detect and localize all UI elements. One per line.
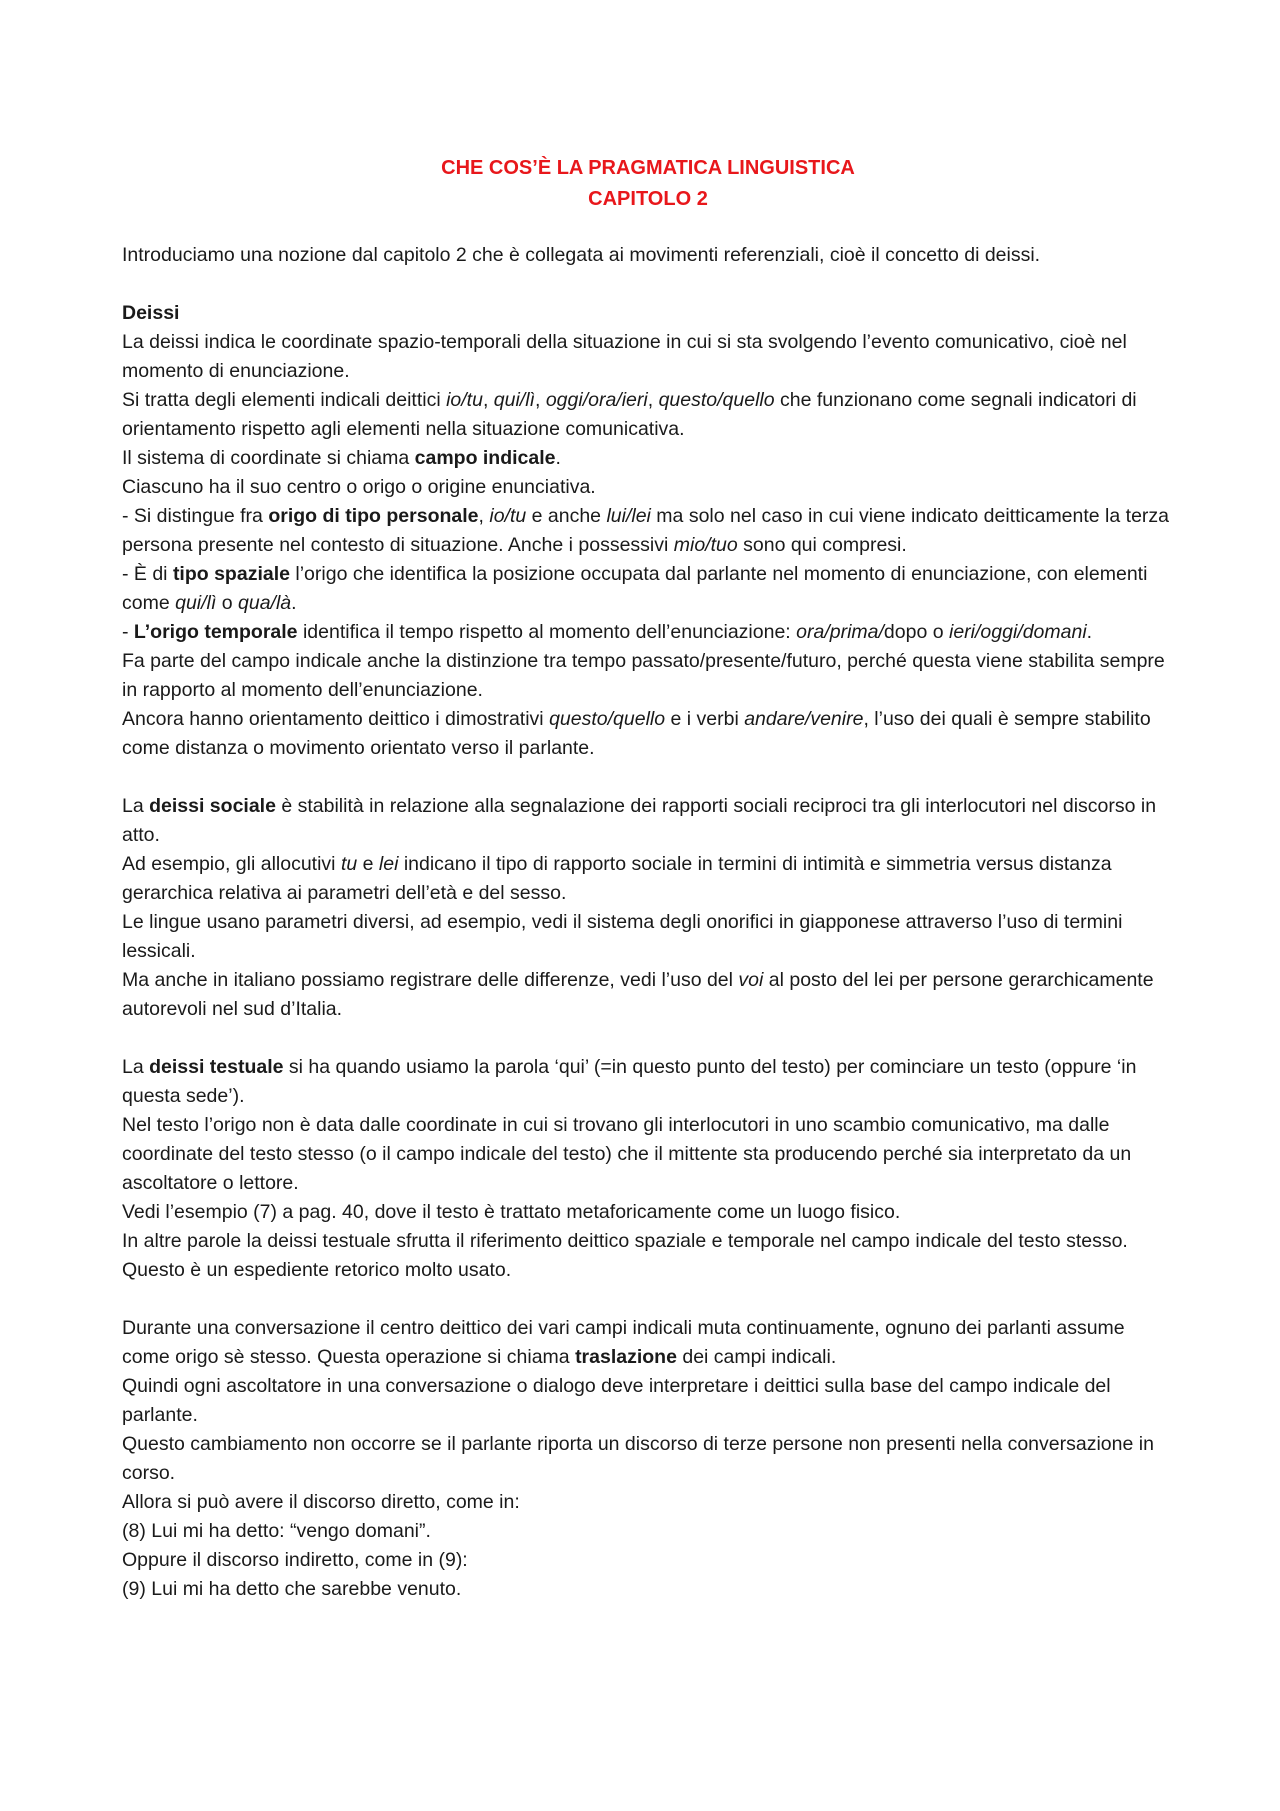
ascoltatore-paragraph: Quindi ogni ascoltatore in una conversazione o dialogo deve interpretare i deittici sulla base del campo indicale del parlante. xyxy=(122,1375,1111,1426)
deissi-sociale-paragraph: La deissi sociale è stabilità in relazione alla segnalazione dei rapporti sociali reciproci tra gli interlocutori nel discorso in atto. xyxy=(122,795,1157,846)
chapter-subtitle: CAPITOLO 2 xyxy=(588,188,708,210)
dimostrativi-paragraph: Ancora hanno orientamento deittico i dimostrativi questo/quello e i verbi andare/venire, l’uso dei quali è sempre stabilito come distanza o movimento orientato verso il parlante. xyxy=(122,708,1151,759)
allocutivi-paragraph: Ad esempio, gli allocutivi tu e lei indicano il tipo di rapporto sociale in termini di intimità e simmetria versus distanza gerarchica relativa ai parametri dell’età e del sesso. xyxy=(122,853,1112,904)
discorso-diretto-paragraph: Allora si può avere il discorso diretto, come in: xyxy=(122,1491,520,1513)
origo-paragraph: Ciascuno ha il suo centro o origo o origine enunciativa. xyxy=(122,476,596,498)
cambiamento-paragraph: Questo cambiamento non occorre se il parlante riporta un discorso di terze persone non presenti nella conversazione in corso. xyxy=(122,1433,1154,1484)
voi-paragraph: Ma anche in italiano possiamo registrare delle differenze, vedi l’uso del voi al posto del lei per persone gerarchicamente autorevoli nel sud d’Italia. xyxy=(122,969,1154,1020)
discorso-indiretto-paragraph: Oppure il discorso indiretto, come in (9): xyxy=(122,1549,468,1571)
document-title: CHE COS’È LA PRAGMATICA LINGUISTICA xyxy=(441,157,855,179)
section-heading-deissi: Deissi xyxy=(122,302,180,324)
esempio-7-paragraph: Vedi l’esempio (7) a pag. 40, dove il testo è trattato metaforicamente come un luogo fisico. xyxy=(122,1201,901,1223)
deissi-elements-paragraph: Si tratta degli elementi indicali deittici io/tu, qui/lì, oggi/ora/ieri, questo/quello che funzionano come segnali indicatori di orientamento rispetto agli elementi nella situazione comunicativa. xyxy=(122,389,1137,440)
onorifici-paragraph: Le lingue usano parametri diversi, ad esempio, vedi il sistema degli onorifici in giapponese attraverso l’uso di termini lessicali. xyxy=(122,911,1123,962)
example-8: (8) Lui mi ha detto: “vengo domani”. xyxy=(122,1520,431,1542)
espediente-paragraph: In altre parole la deissi testuale sfrutta il riferimento deittico spaziale e temporale nel campo indicale del testo stesso. Questo è un espediente retorico molto usato. xyxy=(122,1230,1128,1281)
document-body xyxy=(122,153,1174,1604)
origo-testo-paragraph: Nel testo l’origo non è data dalle coordinate in cui si trovano gli interlocutori in uno scambio comunicativo, ma dalle coordinate del testo stesso (o il campo indicale del testo) che il mittente sta producendo perché sia interpretato da un ascoltatore o lettore. xyxy=(122,1114,1132,1194)
deissi-testuale-paragraph: La deissi testuale si ha quando usiamo la parola ‘qui’ (=in questo punto del testo) per cominciare un testo (oppure ‘in questa sede’). xyxy=(122,1056,1137,1107)
deissi-definition: La deissi indica le coordinate spazio-temporali della situazione in cui si sta svolgendo l’evento comunicativo, cioè nel momento di enunciazione. xyxy=(122,331,1127,382)
example-9: (9) Lui mi ha detto che sarebbe venuto. xyxy=(122,1578,462,1600)
traslazione-paragraph: Durante una conversazione il centro deittico dei vari campi indicali muta continuamente, ognuno dei parlanti assume come origo sè stesso. Questa operazione si chiama traslazione dei campi indicali. xyxy=(122,1317,1125,1368)
origo-spaziale-paragraph: - È di tipo spaziale l’origo che identifica la posizione occupata dal parlante nel momento di enunciazione, con elementi come qui/lì o qua/là. xyxy=(122,563,1148,614)
intro-paragraph: Introduciamo una nozione dal capitolo 2 che è collegata ai movimenti referenziali, cioè il concetto di deissi. xyxy=(122,244,1041,266)
origo-personale-paragraph: - Si distingue fra origo di tipo personale, io/tu e anche lui/lei ma solo nel caso in cui viene indicato deitticamente la terza persona presente nel contesto di situazione. Anche i possessivi mio/tuo sono qui compresi. xyxy=(122,505,1170,556)
origo-temporale-paragraph: - L’origo temporale identifica il tempo rispetto al momento dell’enunciazione: ora/prima/dopo o ieri/oggi/domani. xyxy=(122,621,1093,643)
campo-indicale-paragraph: Il sistema di coordinate si chiama campo indicale. xyxy=(122,447,561,469)
tempo-paragraph: Fa parte del campo indicale anche la distinzione tra tempo passato/presente/futuro, perché questa viene stabilita sempre in rapporto al momento dell’enunciazione. xyxy=(122,650,1165,701)
